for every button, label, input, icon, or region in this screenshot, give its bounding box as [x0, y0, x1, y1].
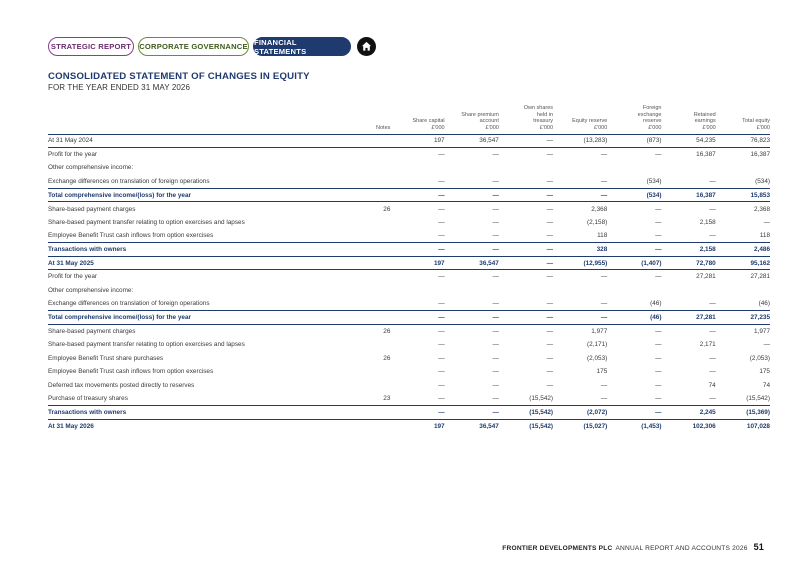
header-total-equity: Total equity £'000 — [742, 118, 770, 131]
cell-equity-reserve: 118 — [597, 232, 608, 240]
cell-share-premium: — — [445, 311, 499, 325]
cell-total-equity: 107,028 — [716, 419, 770, 433]
table-row — [48, 392, 770, 406]
cell-equity-reserve: — — [553, 270, 607, 284]
cell-share-capital: — — [438, 368, 445, 376]
cell-share-premium: — — [492, 368, 499, 376]
cell-share-premium: — — [445, 148, 499, 162]
cell-share-capital: — — [390, 188, 444, 202]
cell-share-premium: — — [445, 406, 499, 420]
table-row — [48, 406, 770, 420]
cell-fx-reserve: (1,453) — [607, 419, 661, 433]
cell-total-equity: 95,162 — [716, 256, 770, 270]
row-notes: 23 — [383, 395, 391, 403]
cell-share-capital — [390, 284, 444, 298]
row-label: At 31 May 2025 — [48, 256, 365, 270]
cell-retained-earnings: 54,235 — [696, 137, 716, 145]
table-row — [48, 311, 770, 325]
cell-equity-reserve: — — [553, 188, 607, 202]
header-equity-reserve: Equity reserve £'000 — [572, 118, 608, 131]
cell-retained-earnings: 27,281 — [662, 311, 716, 325]
header-share-premium: Share premium account £'000 — [461, 111, 499, 131]
cell-retained-earnings: 16,387 — [662, 188, 716, 202]
row-notes — [365, 188, 390, 202]
row-notes: 26 — [383, 354, 391, 362]
nav-strategic-report[interactable]: STRATEGIC REPORT — [48, 37, 134, 56]
row-label: Employee Benefit Trust cash inflows from option exercises — [48, 232, 214, 240]
header-fx-reserve: Foreign exchange reserve £'000 — [637, 105, 662, 131]
cell-share-premium: 36,547 — [445, 256, 499, 270]
cell-share-capital: — — [438, 232, 445, 240]
cell-share-premium: — — [492, 354, 499, 362]
row-notes: 26 — [365, 202, 390, 216]
cell-own-shares: — — [546, 354, 554, 362]
table-row — [48, 202, 770, 216]
cell-share-premium: 36,547 — [479, 137, 499, 145]
cell-own-shares — [499, 161, 553, 175]
cell-fx-reserve: — — [655, 218, 662, 226]
cell-share-capital: — — [390, 202, 444, 216]
cell-share-premium — [445, 284, 499, 298]
table-row — [48, 216, 770, 230]
row-label: Profit for the year — [48, 148, 365, 162]
cell-fx-reserve: — — [655, 341, 662, 349]
table-row — [48, 188, 770, 202]
cell-retained-earnings: — — [662, 324, 716, 338]
row-label: At 31 May 2024 — [48, 137, 93, 145]
row-notes — [365, 243, 390, 257]
cell-share-premium: — — [492, 232, 499, 240]
cell-retained-earnings: 2,158 — [662, 243, 716, 257]
cell-equity-reserve: (15,027) — [553, 419, 607, 433]
cell-fx-reserve: (873) — [646, 137, 662, 145]
row-notes: 26 — [365, 324, 390, 338]
home-button[interactable] — [357, 37, 376, 56]
cell-retained-earnings: 27,281 — [662, 270, 716, 284]
cell-total-equity: 2,486 — [716, 243, 770, 257]
cell-equity-reserve: — — [553, 148, 607, 162]
cell-fx-reserve: — — [607, 324, 661, 338]
row-label: Other comprehensive income: — [48, 164, 134, 172]
row-label: Profit for the year — [48, 270, 365, 284]
cell-own-shares: — — [546, 300, 554, 308]
page-number: 51 — [753, 542, 764, 552]
cell-own-shares: (15,542) — [499, 406, 553, 420]
cell-share-premium: — — [492, 218, 499, 226]
cell-share-capital: — — [438, 300, 445, 308]
cell-share-premium: — — [492, 177, 499, 185]
cell-own-shares: — — [499, 270, 553, 284]
cell-equity-reserve: 2,368 — [553, 202, 607, 216]
cell-share-capital: — — [438, 341, 445, 349]
table-row — [48, 338, 770, 352]
row-notes — [365, 406, 390, 420]
table-row — [48, 352, 770, 366]
cell-retained-earnings: — — [709, 300, 716, 308]
cell-retained-earnings — [662, 161, 716, 175]
cell-total-equity: 118 — [759, 232, 770, 240]
cell-retained-earnings: — — [709, 354, 716, 362]
cell-fx-reserve — [607, 284, 661, 298]
cell-total-equity: 175 — [759, 368, 770, 376]
cell-total-equity: (2,053) — [749, 354, 770, 362]
cell-total-equity: (15,369) — [716, 406, 770, 420]
table-row — [48, 324, 770, 338]
table-row — [48, 270, 770, 284]
header-label — [48, 100, 365, 134]
cell-retained-earnings: — — [709, 395, 716, 403]
cell-retained-earnings: 2,245 — [662, 406, 716, 420]
cell-total-equity — [716, 284, 770, 298]
cell-fx-reserve: (1,407) — [607, 256, 661, 270]
cell-total-equity: — — [763, 341, 770, 349]
cell-fx-reserve: — — [607, 243, 661, 257]
nav-corporate-governance[interactable]: CORPORATE GOVERNANCE — [138, 37, 249, 56]
cell-retained-earnings: — — [709, 232, 716, 240]
cell-retained-earnings: 16,387 — [662, 148, 716, 162]
cell-equity-reserve: — — [600, 381, 608, 389]
cell-share-capital: — — [390, 243, 444, 257]
cell-own-shares: — — [499, 256, 553, 270]
header-retained-earnings: Retained earnings £'000 — [693, 111, 716, 131]
cell-own-shares: — — [546, 381, 554, 389]
row-notes — [365, 311, 390, 325]
row-label: Exchange differences on translation of foreign operations — [48, 177, 210, 185]
row-notes — [365, 175, 390, 189]
cell-own-shares: — — [546, 232, 554, 240]
cell-retained-earnings: — — [709, 177, 716, 185]
cell-total-equity: 2,368 — [716, 202, 770, 216]
cell-equity-reserve: (2,072) — [553, 406, 607, 420]
cell-fx-reserve: (46) — [650, 300, 662, 308]
footer-company: FRONTIER DEVELOPMENTS PLC — [502, 545, 613, 552]
table-row — [48, 148, 770, 162]
cell-fx-reserve: — — [655, 368, 662, 376]
table-row — [48, 161, 770, 175]
cell-fx-reserve: (534) — [646, 177, 662, 185]
row-label: Total comprehensive income/(loss) for the year — [48, 188, 365, 202]
cell-equity-reserve: — — [600, 395, 608, 403]
cell-share-premium: — — [492, 300, 499, 308]
header-share-capital: Share capital £'000 — [412, 118, 445, 131]
row-notes — [365, 284, 390, 298]
cell-share-premium: 36,547 — [445, 419, 499, 433]
table-row — [48, 419, 770, 433]
equity-table — [48, 100, 770, 433]
cell-retained-earnings: — — [709, 368, 716, 376]
row-label: Transactions with owners — [48, 406, 365, 420]
table-row — [48, 284, 770, 298]
cell-equity-reserve: 1,977 — [553, 324, 607, 338]
cell-own-shares: — — [546, 137, 554, 145]
cell-own-shares: — — [546, 341, 554, 349]
cell-total-equity: 27,281 — [716, 270, 770, 284]
cell-total-equity: (534) — [755, 177, 770, 185]
row-notes — [365, 148, 390, 162]
cell-total-equity: 76,823 — [750, 137, 770, 145]
row-label: Share-based payment charges — [48, 202, 365, 216]
header-notes: Notes — [376, 124, 391, 131]
cell-equity-reserve: 175 — [596, 368, 608, 376]
cell-own-shares: — — [546, 368, 554, 376]
cell-retained-earnings: 72,780 — [662, 256, 716, 270]
cell-equity-reserve: — — [600, 177, 608, 185]
cell-fx-reserve: (46) — [607, 311, 661, 325]
home-icon — [361, 41, 372, 52]
row-label: Share-based payment transfer relating to option exercises and lapses — [48, 218, 245, 226]
row-notes — [365, 134, 390, 148]
cell-own-shares: (15,542) — [529, 395, 554, 403]
cell-total-equity — [716, 161, 770, 175]
cell-share-capital: — — [390, 148, 444, 162]
table-row — [48, 134, 770, 148]
cell-own-shares: — — [499, 202, 553, 216]
cell-total-equity: — — [763, 218, 770, 226]
cell-share-capital: — — [438, 354, 445, 362]
cell-equity-reserve: (2,171) — [587, 341, 608, 349]
cell-share-capital: — — [438, 381, 445, 389]
cell-total-equity: 74 — [762, 381, 770, 389]
row-notes — [365, 297, 390, 311]
row-label: Deferred tax movements posted directly to reserves — [48, 381, 195, 389]
cell-total-equity: (15,542) — [746, 395, 770, 403]
cell-share-premium: — — [445, 202, 499, 216]
footer-report: ANNUAL REPORT AND ACCOUNTS 2026 — [615, 545, 748, 552]
cell-share-premium: — — [445, 188, 499, 202]
cell-share-capital: — — [438, 218, 445, 226]
cell-equity-reserve: (12,955) — [553, 256, 607, 270]
cell-retained-earnings: 2,171 — [699, 341, 716, 349]
cell-retained-earnings — [662, 284, 716, 298]
cell-fx-reserve: (534) — [607, 188, 661, 202]
cell-own-shares: — — [499, 324, 553, 338]
cell-share-capital: — — [438, 177, 445, 185]
page-footer — [502, 542, 764, 552]
row-notes — [365, 365, 390, 379]
cell-share-capital: — — [390, 406, 444, 420]
table-row — [48, 243, 770, 257]
header-own-shares: Own shares held in treasury £'000 — [523, 105, 554, 131]
cell-share-premium: — — [492, 381, 499, 389]
cell-own-shares — [499, 284, 553, 298]
row-notes — [365, 338, 390, 352]
cell-equity-reserve: 328 — [553, 243, 607, 257]
cell-total-equity: 15,853 — [716, 188, 770, 202]
row-label: Other comprehensive income: — [48, 286, 134, 294]
cell-share-premium — [445, 161, 499, 175]
page-title: CONSOLIDATED STATEMENT OF CHANGES IN EQUITY — [48, 71, 310, 82]
cell-share-capital: — — [438, 395, 445, 403]
cell-fx-reserve: — — [655, 354, 662, 362]
cell-retained-earnings: 74 — [708, 381, 716, 389]
cell-share-premium: — — [445, 324, 499, 338]
cell-fx-reserve: — — [607, 406, 661, 420]
row-notes — [365, 256, 390, 270]
cell-share-premium: — — [492, 341, 499, 349]
cell-own-shares: — — [546, 218, 554, 226]
section-nav — [48, 37, 376, 56]
cell-share-capital: 197 — [390, 256, 444, 270]
row-notes — [365, 229, 390, 243]
cell-own-shares: — — [499, 243, 553, 257]
cell-fx-reserve: — — [655, 395, 662, 403]
cell-equity-reserve: (2,158) — [587, 218, 608, 226]
cell-share-capital: 197 — [390, 419, 444, 433]
cell-equity-reserve: — — [600, 300, 608, 308]
cell-own-shares: (15,542) — [499, 419, 553, 433]
row-label: Purchase of treasury shares — [48, 395, 128, 403]
cell-retained-earnings: 102,306 — [662, 419, 716, 433]
cell-equity-reserve: (2,053) — [587, 354, 608, 362]
page-subtitle: FOR THE YEAR ENDED 31 MAY 2026 — [48, 83, 191, 92]
row-notes — [365, 216, 390, 230]
table-row — [48, 365, 770, 379]
cell-total-equity: (46) — [758, 300, 770, 308]
cell-share-capital — [390, 161, 444, 175]
row-label: Total comprehensive income/(loss) for the year — [48, 311, 365, 325]
row-label: Share-based payment transfer relating to option exercises and lapses — [48, 341, 245, 349]
row-label: Employee Benefit Trust cash inflows from option exercises — [48, 368, 214, 376]
cell-share-capital: — — [390, 311, 444, 325]
cell-retained-earnings: 2,158 — [699, 218, 716, 226]
cell-own-shares: — — [499, 311, 553, 325]
row-notes — [365, 270, 390, 284]
cell-own-shares: — — [499, 188, 553, 202]
cell-equity-reserve — [553, 284, 607, 298]
cell-fx-reserve: — — [607, 148, 661, 162]
cell-fx-reserve: — — [607, 270, 661, 284]
cell-equity-reserve: (13,283) — [583, 137, 608, 145]
table-row — [48, 297, 770, 311]
row-label: Share-based payment charges — [48, 324, 365, 338]
cell-share-capital: 197 — [433, 137, 445, 145]
cell-equity-reserve — [553, 161, 607, 175]
cell-fx-reserve: — — [655, 232, 662, 240]
cell-share-premium: — — [445, 243, 499, 257]
cell-share-capital: — — [390, 324, 444, 338]
table-header-row — [48, 100, 770, 134]
cell-share-capital: — — [390, 270, 444, 284]
cell-own-shares: — — [499, 148, 553, 162]
row-label: Transactions with owners — [48, 243, 365, 257]
nav-financial-statements[interactable]: FINANCIAL STATEMENTS — [253, 37, 351, 56]
cell-own-shares: — — [546, 177, 554, 185]
cell-retained-earnings: — — [662, 202, 716, 216]
cell-fx-reserve: — — [607, 202, 661, 216]
cell-equity-reserve: — — [553, 311, 607, 325]
row-notes — [365, 419, 390, 433]
cell-fx-reserve — [607, 161, 661, 175]
table-row — [48, 379, 770, 393]
row-label: Employee Benefit Trust share purchases — [48, 354, 164, 362]
table-row — [48, 175, 770, 189]
row-notes — [365, 379, 390, 393]
cell-total-equity: 1,977 — [716, 324, 770, 338]
table-row — [48, 256, 770, 270]
cell-total-equity: 16,387 — [716, 148, 770, 162]
table-row — [48, 229, 770, 243]
cell-share-premium: — — [445, 270, 499, 284]
row-label: At 31 May 2026 — [48, 419, 365, 433]
cell-total-equity: 27,235 — [716, 311, 770, 325]
row-notes — [365, 161, 390, 175]
row-label: Exchange differences on translation of foreign operations — [48, 300, 210, 308]
cell-share-premium: — — [492, 395, 499, 403]
cell-fx-reserve: — — [655, 381, 662, 389]
